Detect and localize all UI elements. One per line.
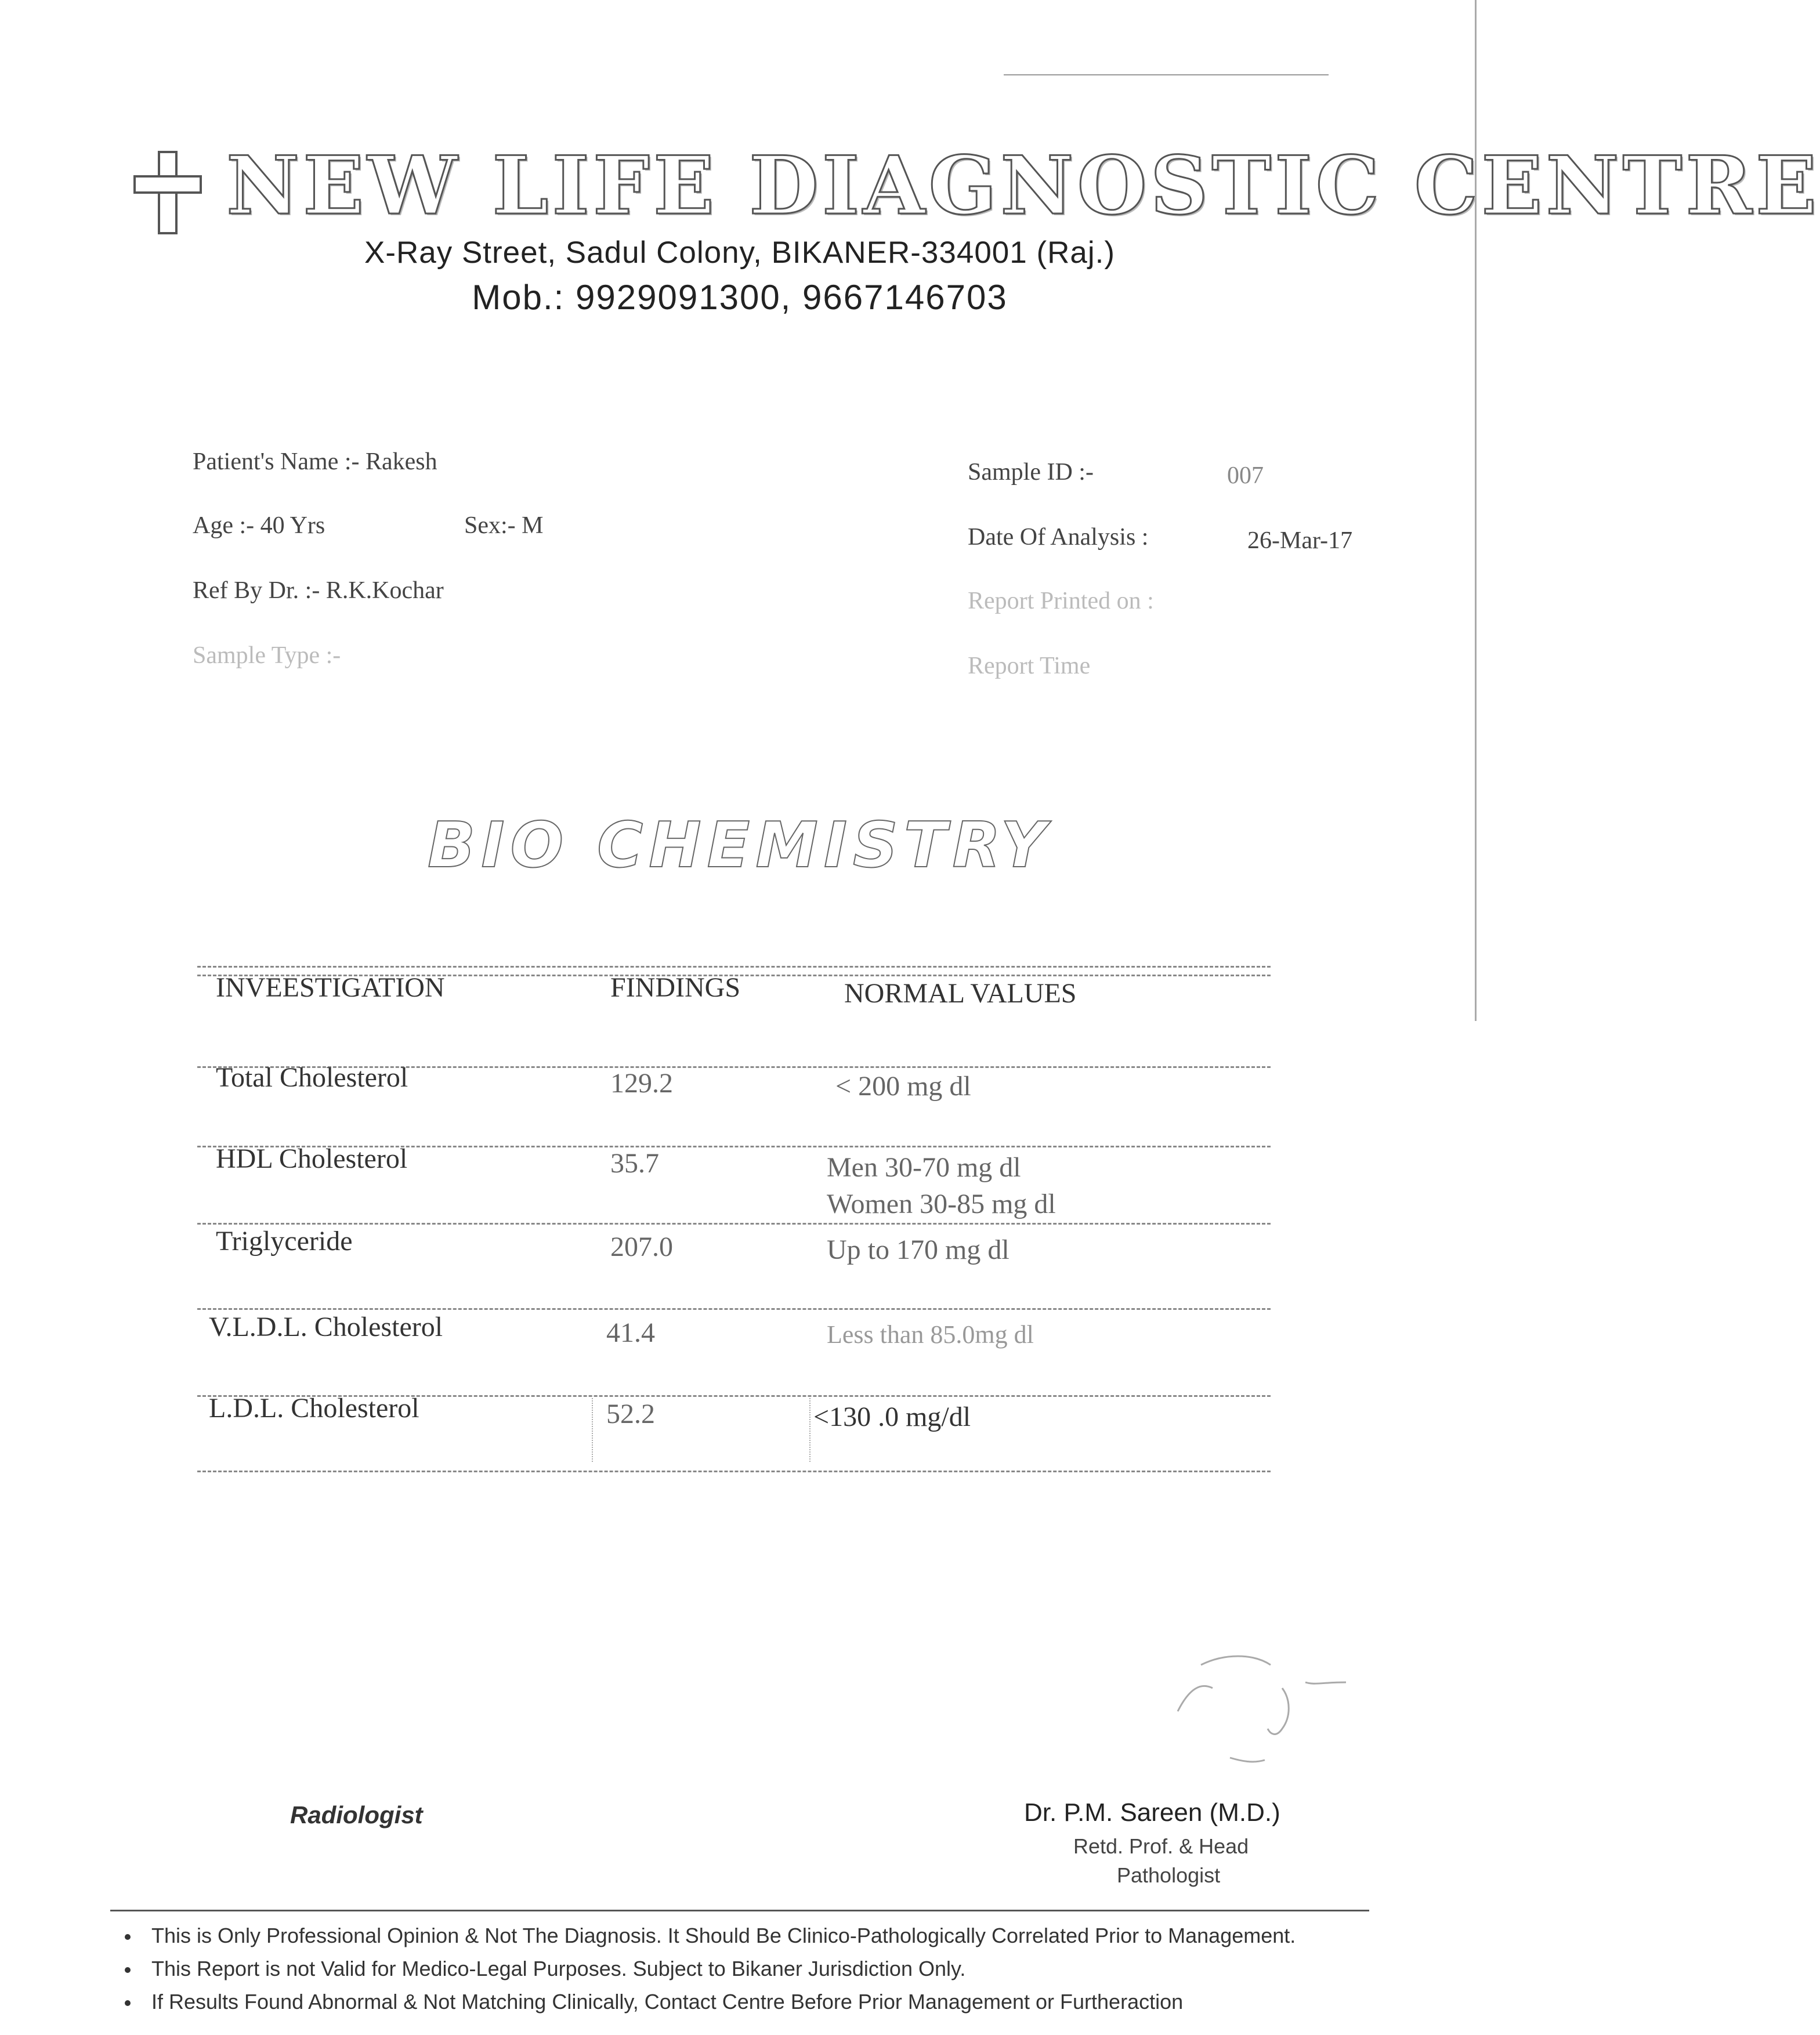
patient-name: Patient's Name :- Rakesh: [193, 448, 437, 475]
table-row-finding: 52.2: [606, 1399, 655, 1429]
footer-note: [125, 1990, 1183, 2014]
table-row-finding: 207.0: [610, 1232, 673, 1262]
page-edge: [1475, 0, 1477, 1021]
report-printed-label: Report Printed on :: [968, 588, 1154, 614]
table-row-test: V.L.D.L. Cholesterol: [209, 1312, 443, 1342]
table-row-test: Total Cholesterol: [216, 1062, 408, 1093]
footer-rule: [110, 1910, 1369, 1911]
bullet-icon: [125, 1934, 131, 1940]
footer-note: [125, 1957, 965, 1981]
column-header-findings: FINDINGS: [610, 972, 741, 1003]
table-rule: [197, 1471, 1271, 1472]
footer-note: [125, 1924, 1296, 1948]
table-row-finding: 129.2: [610, 1068, 673, 1099]
bullet-icon: [125, 1967, 131, 1973]
column-divider: [592, 1398, 593, 1462]
table-row-normal: < 200 mg dl: [835, 1071, 971, 1102]
medical-cross-icon: [135, 152, 201, 233]
table-row-test: L.D.L. Cholesterol: [209, 1393, 419, 1424]
column-divider: [809, 1398, 811, 1462]
pathologist-role: Pathologist: [1117, 1863, 1221, 1887]
table-rule: [197, 1223, 1271, 1225]
table-row-normal: Men 30-70 mg dl: [827, 1152, 1021, 1183]
analysis-date-value: 26-Mar-17: [1247, 527, 1353, 554]
centre-mobile: Mob.: 9929091300, 9667146703: [472, 278, 1008, 317]
centre-name: NEW LIFE DIAGNOSTIC CENTRE: [226, 138, 1820, 233]
top-rule: [1004, 74, 1329, 75]
footer-note-text: If Results Found Abnormal & Not Matching Clinically, Contact Centre Before Prior Management or Furtheraction: [151, 1990, 1184, 2014]
table-row-test: Triglyceride: [216, 1226, 353, 1257]
table-row-normal: Up to 170 mg dl: [827, 1234, 1009, 1265]
signature-image: [1166, 1647, 1358, 1775]
footer-note-text: This is Only Professional Opinion & Not The Diagnosis. It Should Be Clinico-Pathologically Correlated Prior to Management.: [151, 1924, 1296, 1947]
report-time-label: Report Time: [968, 653, 1091, 679]
analysis-date-label: Date Of Analysis :: [968, 524, 1149, 551]
footer-note-text: This Report is not Valid for Medico-Legal Purposes. Subject to Bikaner Jurisdiction Only.: [151, 1957, 966, 1980]
radiologist-label: Radiologist: [290, 1801, 423, 1828]
sample-id-value: 007: [1227, 462, 1264, 489]
pathologist-designation: Retd. Prof. & Head: [1073, 1834, 1249, 1858]
patient-age: Age :- 40 Yrs: [193, 512, 325, 539]
department-title: BIO CHEMISTRY: [428, 809, 1052, 882]
patient-sex: Sex:- M: [464, 512, 544, 539]
table-rule: [197, 966, 1271, 968]
table-row-finding: 41.4: [606, 1317, 655, 1348]
centre-address: X-Ray Street, Sadul Colony, BIKANER-334001 (Raj.): [364, 236, 1116, 270]
column-header-normal-values: NORMAL VALUES: [844, 978, 1077, 1009]
table-rule: [197, 1308, 1271, 1310]
table-row-normal: <130 .0 mg/dl: [813, 1402, 971, 1432]
table-row-normal-secondary: Women 30-85 mg dl: [827, 1189, 1056, 1219]
pathologist-name: Dr. P.M. Sareen (M.D.): [1024, 1798, 1280, 1827]
sample-id-label: Sample ID :-: [968, 459, 1094, 486]
table-row-finding: 35.7: [610, 1148, 659, 1179]
referring-doctor: Ref By Dr. :- R.K.Kochar: [193, 577, 444, 604]
table-row-normal: Less than 85.0mg dl: [827, 1320, 1034, 1349]
column-header-investigation: INVEESTIGATION: [216, 972, 445, 1003]
sample-type: Sample Type :-: [193, 642, 341, 669]
table-row-test: HDL Cholesterol: [216, 1143, 408, 1174]
bullet-icon: [125, 2000, 131, 2006]
